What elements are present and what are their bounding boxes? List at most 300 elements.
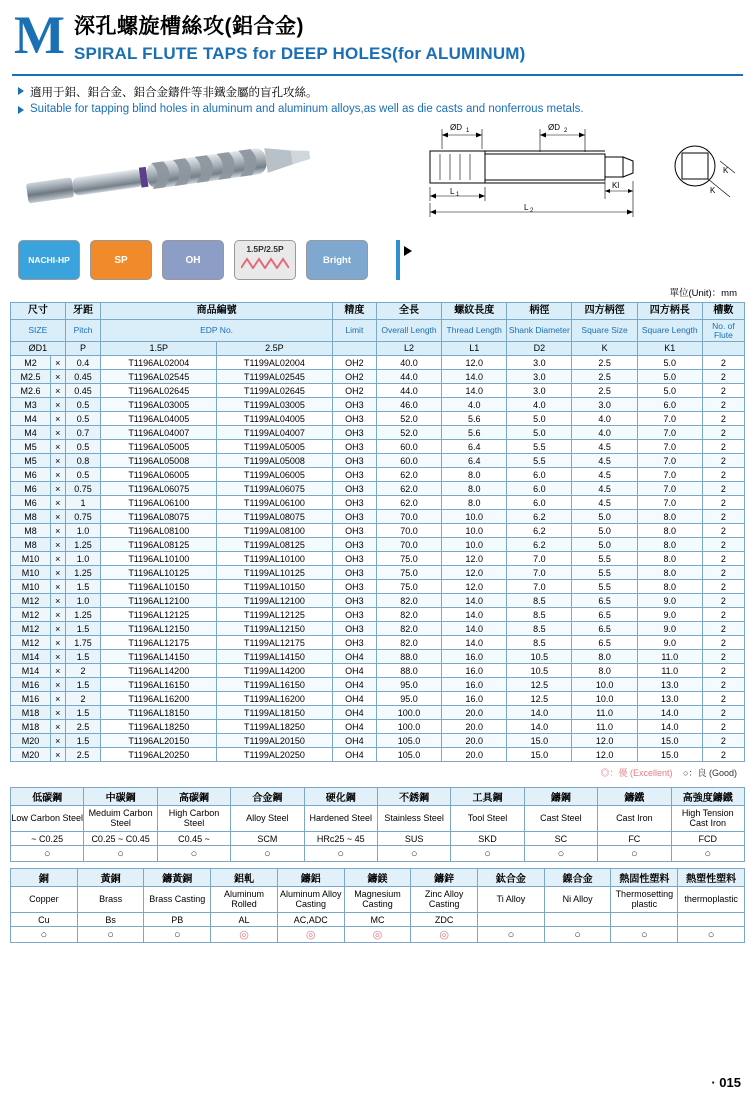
- cell-thread-length: 6.4: [442, 454, 507, 468]
- table-row: [11, 748, 745, 762]
- cell-pitch: 1.5: [65, 580, 101, 594]
- cell-edp-15p: T1196AL04007: [101, 426, 217, 440]
- cell-pitch: 0.5: [65, 398, 101, 412]
- cell-size: M16: [11, 678, 51, 692]
- table-row: [11, 678, 745, 692]
- cell-pitch: 0.4: [65, 356, 101, 370]
- cell-edp-25p: T1199AL08125: [217, 538, 333, 552]
- unit-note: 單位(Unit)：mm: [669, 288, 737, 299]
- cell-shank-diameter: 10.5: [507, 664, 572, 678]
- cell-flute: 2: [702, 608, 744, 622]
- cell-size: M4: [11, 412, 51, 426]
- material-nonferrous-name-en: Ti Alloy: [478, 887, 545, 913]
- material-nonferrous-code: [611, 913, 678, 927]
- cell-flute: 2: [702, 720, 744, 734]
- cell-edp-25p: T1199AL02645: [217, 384, 333, 398]
- table-row: [11, 384, 745, 398]
- cell-overall-length: 82.0: [376, 608, 441, 622]
- page-number: [711, 1075, 741, 1090]
- material-steel-name-en: Cast Iron: [598, 806, 671, 832]
- cell-times: ×: [50, 482, 65, 496]
- cell-edp-15p: T1196AL02004: [101, 356, 217, 370]
- cell-pitch: 0.8: [65, 454, 101, 468]
- hdr-size-cn: 尺寸: [11, 303, 66, 320]
- material-nonferrous-rating: ○: [544, 927, 611, 943]
- hdr-k1-sym: K1: [637, 342, 702, 356]
- material-nonferrous-name-en: Aluminum Rolled: [211, 887, 278, 913]
- cell-flute: 2: [702, 706, 744, 720]
- cell-overall-length: 60.0: [376, 454, 441, 468]
- material-nonferrous-name-en: Aluminum Alloy Casting: [277, 887, 344, 913]
- cell-limit: OH3: [332, 594, 376, 608]
- cell-square-size: 11.0: [572, 720, 637, 734]
- cell-pitch: 2.5: [65, 748, 101, 762]
- cell-edp-15p: T1196AL10100: [101, 552, 217, 566]
- cell-limit: OH3: [332, 566, 376, 580]
- cell-shank-diameter: 6.2: [507, 538, 572, 552]
- cell-square-length: 8.0: [637, 538, 702, 552]
- table-row: [11, 538, 745, 552]
- cell-thread-length: 16.0: [442, 650, 507, 664]
- cell-overall-length: 46.0: [376, 398, 441, 412]
- cell-pitch: 2: [65, 664, 101, 678]
- hdr-d2-sym: D2: [507, 342, 572, 356]
- material-table-nonferrous: [10, 868, 745, 943]
- cell-square-length: 9.0: [637, 622, 702, 636]
- cell-times: ×: [50, 496, 65, 510]
- cell-limit: OH3: [332, 608, 376, 622]
- cell-size: M12: [11, 594, 51, 608]
- cell-times: ×: [50, 678, 65, 692]
- cell-times: ×: [50, 692, 65, 706]
- cell-square-length: 8.0: [637, 510, 702, 524]
- cell-overall-length: 95.0: [376, 678, 441, 692]
- badge-nachi-hp[interactable]: NACHI-HP: [18, 240, 80, 280]
- cell-flute: 2: [702, 566, 744, 580]
- hdr-l1-sym: L1: [442, 342, 507, 356]
- cell-flute: 2: [702, 510, 744, 524]
- svg-text:ØD: ØD: [548, 123, 560, 132]
- cell-square-length: 8.0: [637, 524, 702, 538]
- cell-flute: 2: [702, 692, 744, 706]
- cell-shank-diameter: 7.0: [507, 552, 572, 566]
- cell-times: ×: [50, 580, 65, 594]
- cell-square-length: 7.0: [637, 496, 702, 510]
- material-nonferrous-rating: ○: [144, 927, 211, 943]
- mat2-en-row: [11, 887, 745, 913]
- material-steel-rating: ○: [524, 846, 597, 862]
- cell-pitch: 0.75: [65, 510, 101, 524]
- page-title-cn: 深孔螺旋槽絲攻(鋁合金): [74, 15, 304, 38]
- cell-edp-25p: T1199AL12100: [217, 594, 333, 608]
- cell-square-size: 2.5: [572, 384, 637, 398]
- cell-square-size: 8.0: [572, 664, 637, 678]
- material-nonferrous-name-en: Brass Casting: [144, 887, 211, 913]
- cell-square-length: 7.0: [637, 440, 702, 454]
- cell-edp-25p: T1199AL08100: [217, 524, 333, 538]
- cell-pitch: 1.25: [65, 608, 101, 622]
- series-letter: M: [14, 5, 65, 65]
- cell-flute: 2: [702, 594, 744, 608]
- right-triangle-icon: [404, 246, 412, 256]
- cell-square-length: 7.0: [637, 412, 702, 426]
- cell-thread-length: 8.0: [442, 496, 507, 510]
- table-row: [11, 608, 745, 622]
- cell-size: M12: [11, 608, 51, 622]
- cell-pitch: 1.0: [65, 524, 101, 538]
- cell-square-length: 5.0: [637, 356, 702, 370]
- hdr-flute-cn: 槽數: [702, 303, 744, 320]
- cell-square-length: 14.0: [637, 720, 702, 734]
- material-nonferrous-code: AL: [211, 913, 278, 927]
- cell-size: M6: [11, 496, 51, 510]
- cell-edp-15p: T1196AL06100: [101, 496, 217, 510]
- material-steel-rating: ○: [84, 846, 157, 862]
- cell-edp-25p: T1199AL08075: [217, 510, 333, 524]
- cell-square-size: 5.0: [572, 510, 637, 524]
- hdr-limit-sym: [332, 342, 376, 356]
- cell-times: ×: [50, 454, 65, 468]
- material-nonferrous-rating: ◎: [344, 927, 411, 943]
- cell-edp-15p: T1196AL16150: [101, 678, 217, 692]
- cell-pitch: 0.45: [65, 370, 101, 384]
- cell-limit: OH3: [332, 482, 376, 496]
- table-row: [11, 510, 745, 524]
- material-steel-code: ~ C0.25: [11, 832, 84, 846]
- cell-edp-25p: T1199AL18150: [217, 706, 333, 720]
- material-steel-name-en: High Carbon Steel: [157, 806, 230, 832]
- cell-limit: OH3: [332, 524, 376, 538]
- cell-pitch: 1.0: [65, 594, 101, 608]
- cell-square-length: 6.0: [637, 398, 702, 412]
- cell-limit: OH3: [332, 496, 376, 510]
- hdr-15p-sym: 1.5P: [101, 342, 217, 356]
- legend-row: [10, 766, 745, 779]
- cell-pitch: 1.5: [65, 706, 101, 720]
- page-title-en: SPIRAL FLUTE TAPS for DEEP HOLES(for ALUMINUM): [74, 44, 526, 63]
- material-steel-name-cn: 中碳鋼: [84, 788, 157, 806]
- material-steel-name-en: Low Carbon Steel: [11, 806, 84, 832]
- cell-limit: OH3: [332, 636, 376, 650]
- cell-square-size: 8.0: [572, 650, 637, 664]
- cell-square-size: 5.5: [572, 552, 637, 566]
- cell-shank-diameter: 5.5: [507, 440, 572, 454]
- cell-shank-diameter: 15.0: [507, 734, 572, 748]
- cell-square-size: 3.0: [572, 398, 637, 412]
- cell-edp-15p: T1196AL18250: [101, 720, 217, 734]
- page-number-value: 015: [719, 1075, 741, 1090]
- cell-square-length: 15.0: [637, 734, 702, 748]
- material-nonferrous-name-cn: 銅: [11, 869, 78, 887]
- cell-thread-length: 12.0: [442, 552, 507, 566]
- cell-thread-length: 4.0: [442, 398, 507, 412]
- cell-times: ×: [50, 384, 65, 398]
- material-nonferrous-code: [678, 913, 745, 927]
- hdr-overall-en: Overall Length: [376, 320, 441, 342]
- cell-square-length: 8.0: [637, 566, 702, 580]
- cell-thread-length: 16.0: [442, 692, 507, 706]
- cell-limit: OH3: [332, 454, 376, 468]
- cell-overall-length: 44.0: [376, 370, 441, 384]
- cell-thread-length: 14.0: [442, 384, 507, 398]
- material-steel-rating: ○: [304, 846, 377, 862]
- cell-shank-diameter: 4.0: [507, 398, 572, 412]
- cell-size: M10: [11, 552, 51, 566]
- cell-limit: OH2: [332, 384, 376, 398]
- cell-shank-diameter: 15.0: [507, 748, 572, 762]
- scale-indicator: [396, 237, 412, 283]
- material-steel-rating: ○: [377, 846, 450, 862]
- hdr-25p-sym: 2.5P: [217, 342, 333, 356]
- cell-limit: OH4: [332, 748, 376, 762]
- cell-overall-length: 100.0: [376, 706, 441, 720]
- hdr-square-len-cn: 四方柄長: [637, 303, 702, 320]
- cell-pitch: 0.7: [65, 426, 101, 440]
- cell-size: M5: [11, 454, 51, 468]
- material-steel-name-cn: 工具鋼: [451, 788, 524, 806]
- cell-edp-25p: T1199AL12150: [217, 622, 333, 636]
- cell-edp-15p: T1196AL04005: [101, 412, 217, 426]
- badge-bright[interactable]: Bright: [306, 240, 368, 280]
- description-en: Suitable for tapping blind holes in aluminum and aluminum alloys,as well as die casts and nonferrous metals.: [30, 103, 584, 115]
- cell-flute: 2: [702, 552, 744, 566]
- cell-edp-25p: T1199AL12125: [217, 608, 333, 622]
- cell-square-size: 12.0: [572, 734, 637, 748]
- material-steel-code: SKD: [451, 832, 524, 846]
- cell-edp-25p: T1199AL06100: [217, 496, 333, 510]
- cell-edp-15p: T1196AL12100: [101, 594, 217, 608]
- cell-flute: 2: [702, 468, 744, 482]
- cell-times: ×: [50, 440, 65, 454]
- cell-overall-length: 75.0: [376, 552, 441, 566]
- badge-oh[interactable]: OH: [162, 240, 224, 280]
- svg-text:Kl: Kl: [612, 181, 620, 190]
- cell-size: M6: [11, 468, 51, 482]
- material-steel-name-en: Stainless Steel: [377, 806, 450, 832]
- cell-shank-diameter: 6.0: [507, 496, 572, 510]
- cell-shank-diameter: 6.0: [507, 482, 572, 496]
- cell-size: M14: [11, 650, 51, 664]
- table-row: [11, 482, 745, 496]
- cell-overall-length: 82.0: [376, 636, 441, 650]
- cell-shank-diameter: 12.5: [507, 692, 572, 706]
- cell-thread-length: 10.0: [442, 524, 507, 538]
- material-steel-rating: ○: [451, 846, 524, 862]
- cell-pitch: 2: [65, 692, 101, 706]
- cell-times: ×: [50, 748, 65, 762]
- cell-times: ×: [50, 622, 65, 636]
- material-nonferrous-name-cn: 鑄黃銅: [144, 869, 211, 887]
- cell-square-size: 2.5: [572, 356, 637, 370]
- triangle-bullet-icon: [18, 87, 24, 95]
- badge-pitch-label: 1.5P/2.5P: [246, 244, 284, 254]
- material-nonferrous-rating: ○: [611, 927, 678, 943]
- cell-shank-diameter: 7.0: [507, 566, 572, 580]
- hdr-overall-cn: 全長: [376, 303, 441, 320]
- cell-square-length: 13.0: [637, 678, 702, 692]
- cell-square-size: 10.0: [572, 678, 637, 692]
- cell-flute: 2: [702, 482, 744, 496]
- table-row: [11, 356, 745, 370]
- cell-size: M10: [11, 566, 51, 580]
- cell-overall-length: 52.0: [376, 426, 441, 440]
- cell-flute: 2: [702, 636, 744, 650]
- material-steel-code: FC: [598, 832, 671, 846]
- cell-overall-length: 105.0: [376, 748, 441, 762]
- svg-text:L: L: [450, 187, 455, 196]
- title-block: [74, 10, 526, 64]
- cell-edp-15p: T1196AL12125: [101, 608, 217, 622]
- cell-shank-diameter: 8.5: [507, 636, 572, 650]
- cell-thread-length: 20.0: [442, 720, 507, 734]
- cell-thread-length: 6.4: [442, 440, 507, 454]
- cell-edp-25p: T1199AL05008: [217, 454, 333, 468]
- cell-limit: OH3: [332, 440, 376, 454]
- hdr-flute-sym: [702, 342, 744, 356]
- material-nonferrous-code: MC: [344, 913, 411, 927]
- table-row: [11, 468, 745, 482]
- cell-times: ×: [50, 608, 65, 622]
- cell-edp-25p: T1199AL14150: [217, 650, 333, 664]
- table-row: [11, 398, 745, 412]
- cell-overall-length: 105.0: [376, 734, 441, 748]
- cell-square-size: 4.5: [572, 468, 637, 482]
- hdr-shank-en: Shank Diameter: [507, 320, 572, 342]
- cell-limit: OH3: [332, 552, 376, 566]
- table-row: [11, 720, 745, 734]
- table-row: [11, 650, 745, 664]
- specification-rows: [11, 356, 745, 762]
- hdr-thread-en: Thread Length: [442, 320, 507, 342]
- description-cn: 適用于鋁、鋁合金、鋁合金鑄件等非鐵金屬的盲孔攻絲。: [30, 87, 318, 99]
- cell-square-length: 7.0: [637, 468, 702, 482]
- material-steel-name-en: Tool Steel: [451, 806, 524, 832]
- material-steel-code: SCM: [231, 832, 304, 846]
- table-row: [11, 552, 745, 566]
- table-row: [11, 580, 745, 594]
- cell-overall-length: 62.0: [376, 482, 441, 496]
- material-nonferrous-rating: ◎: [211, 927, 278, 943]
- hdr-size-en: SIZE: [11, 320, 66, 342]
- cell-edp-25p: T1199AL16200: [217, 692, 333, 706]
- cell-flute: 2: [702, 426, 744, 440]
- cell-square-length: 5.0: [637, 370, 702, 384]
- material-steel-name-cn: 高碳鋼: [157, 788, 230, 806]
- cell-edp-25p: T1199AL02545: [217, 370, 333, 384]
- cell-size: M18: [11, 720, 51, 734]
- badge-pitch[interactable]: [234, 240, 296, 280]
- cell-square-size: 4.5: [572, 482, 637, 496]
- badge-sp[interactable]: SP: [90, 240, 152, 280]
- material-nonferrous-name-cn: 鎳合金: [544, 869, 611, 887]
- cell-times: ×: [50, 538, 65, 552]
- cell-size: M8: [11, 524, 51, 538]
- material-steel-rating: ○: [598, 846, 671, 862]
- material-steel-code: FCD: [671, 832, 744, 846]
- cell-flute: 2: [702, 622, 744, 636]
- material-nonferrous-name-cn: 鑄鋅: [411, 869, 478, 887]
- cell-edp-15p: T1196AL20150: [101, 734, 217, 748]
- material-nonferrous-name-en: Brass: [77, 887, 144, 913]
- table-row: [11, 412, 745, 426]
- material-steel-rating: ○: [11, 846, 84, 862]
- cell-thread-length: 10.0: [442, 510, 507, 524]
- cell-flute: 2: [702, 412, 744, 426]
- material-nonferrous-name-en: Copper: [11, 887, 78, 913]
- cell-shank-diameter: 5.0: [507, 426, 572, 440]
- cell-flute: 2: [702, 524, 744, 538]
- material-steel-code: C0.25 ~ C0.45: [84, 832, 157, 846]
- cell-size: M14: [11, 664, 51, 678]
- cell-shank-diameter: 5.0: [507, 412, 572, 426]
- cell-flute: 2: [702, 454, 744, 468]
- cell-shank-diameter: 14.0: [507, 706, 572, 720]
- cell-overall-length: 75.0: [376, 566, 441, 580]
- cell-edp-15p: T1196AL14200: [101, 664, 217, 678]
- material-steel-code: SC: [524, 832, 597, 846]
- cell-edp-25p: T1199AL04005: [217, 412, 333, 426]
- table-row: [11, 734, 745, 748]
- cell-edp-25p: T1199AL02004: [217, 356, 333, 370]
- cell-square-size: 6.5: [572, 608, 637, 622]
- cell-square-length: 13.0: [637, 692, 702, 706]
- cell-size: M2.5: [11, 370, 51, 384]
- mat1-en-row: [11, 806, 745, 832]
- legend-good: ○：良 (Good): [683, 768, 737, 778]
- cell-times: ×: [50, 370, 65, 384]
- cell-times: ×: [50, 720, 65, 734]
- cell-square-size: 10.0: [572, 692, 637, 706]
- cell-overall-length: 88.0: [376, 664, 441, 678]
- description-cn-row: [18, 84, 745, 100]
- cell-pitch: 1.5: [65, 734, 101, 748]
- cell-square-length: 8.0: [637, 552, 702, 566]
- material-nonferrous-code: PB: [144, 913, 211, 927]
- cell-flute: 2: [702, 650, 744, 664]
- cell-square-size: 4.5: [572, 440, 637, 454]
- cell-times: ×: [50, 594, 65, 608]
- cell-times: ×: [50, 636, 65, 650]
- cell-flute: 2: [702, 370, 744, 384]
- cell-pitch: 1.75: [65, 636, 101, 650]
- cell-edp-25p: T1199AL06075: [217, 482, 333, 496]
- cell-limit: OH3: [332, 538, 376, 552]
- material-nonferrous-code: Bs: [77, 913, 144, 927]
- cell-limit: OH4: [332, 720, 376, 734]
- cell-thread-length: 14.0: [442, 370, 507, 384]
- cell-limit: OH2: [332, 356, 376, 370]
- svg-text:ØD: ØD: [450, 123, 462, 132]
- cell-pitch: 2.5: [65, 720, 101, 734]
- hdr-edp-en: EDP No.: [101, 320, 332, 342]
- thread-profile-icon: [241, 257, 289, 269]
- table-row: [11, 566, 745, 580]
- cell-times: ×: [50, 468, 65, 482]
- cell-square-length: 9.0: [637, 594, 702, 608]
- cell-square-length: 11.0: [637, 650, 702, 664]
- cell-times: ×: [50, 398, 65, 412]
- cell-edp-15p: T1196AL02645: [101, 384, 217, 398]
- cell-pitch: 1.5: [65, 678, 101, 692]
- cell-square-size: 6.5: [572, 622, 637, 636]
- header-divider: [12, 74, 743, 76]
- cell-size: M20: [11, 748, 51, 762]
- hdr-d1-sym: ØD1: [11, 342, 66, 356]
- cell-limit: OH4: [332, 734, 376, 748]
- material-steel-code: SUS: [377, 832, 450, 846]
- material-nonferrous-name-cn: 鋁軋: [211, 869, 278, 887]
- cell-thread-length: 20.0: [442, 748, 507, 762]
